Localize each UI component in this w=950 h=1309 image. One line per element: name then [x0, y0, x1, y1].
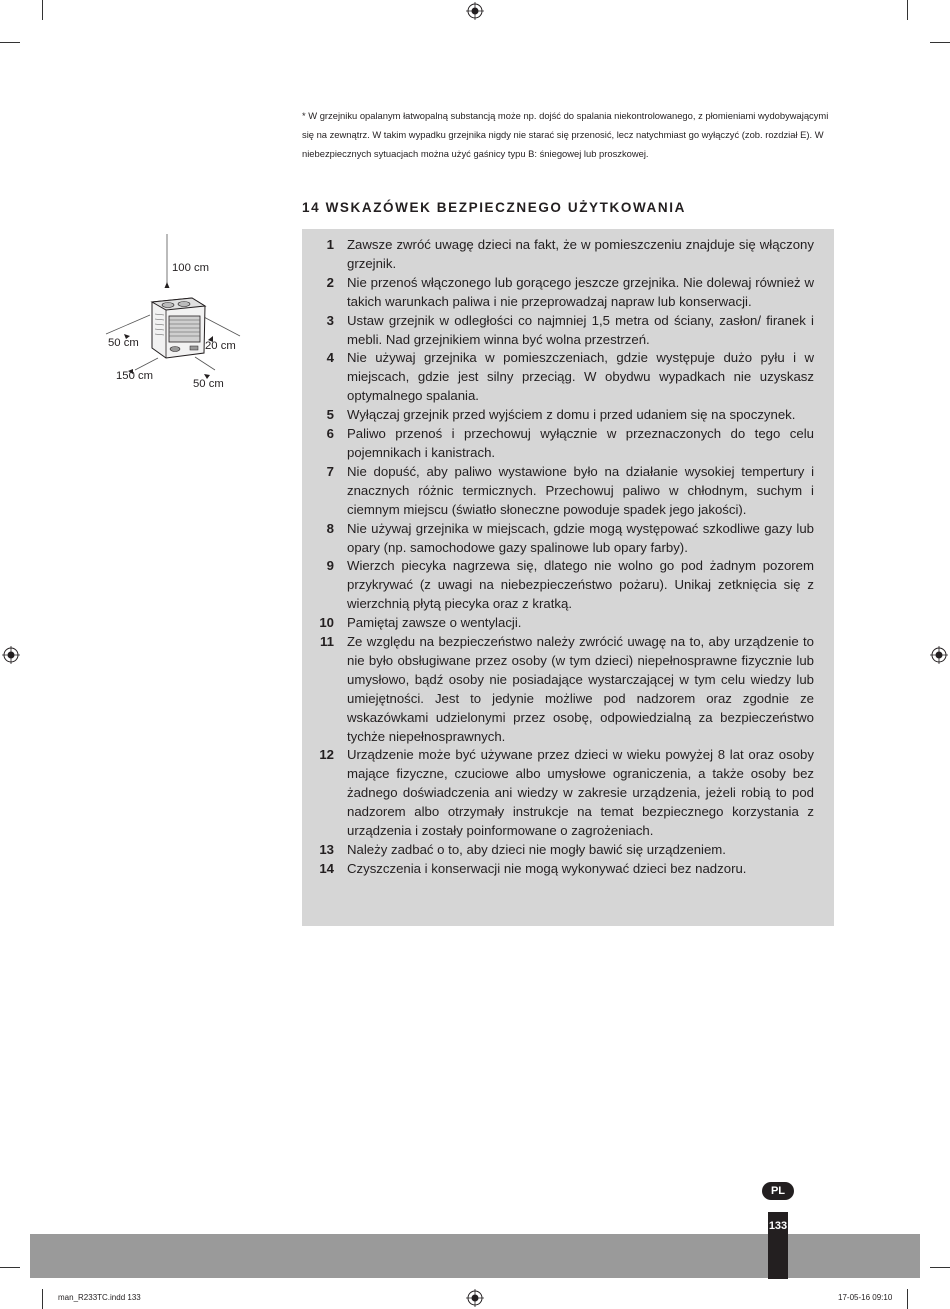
tip-text: Ze względu na bezpieczeństwo należy zwrócić uwagę na to, aby urządzenie to nie było obsługiwane przez osoby (w tym dzieci) niepełnosprawne fizycznie lub umysłowo, bądź osoby nie posiadające wystarczającej w tym celu wiedzy lub umiejętności. Jest to jedynie możliwe pod nadzorem oraz zgodnie ze wskazówkami udzielonymi przez osobę, odpowiedzialną za bezpieczeństwo tychże niepełnosprawnych. — [347, 634, 814, 744]
crop-mark — [0, 42, 20, 43]
tip-number: 14 — [319, 860, 334, 876]
list-item — [302, 274, 814, 312]
safety-tips-panel — [302, 229, 834, 926]
tip-text: Pamiętaj zawsze o wentylacji. — [347, 615, 522, 631]
tip-text: Czyszczenia i konserwacji nie mogą wykonywać dzieci bez nadzoru. — [347, 860, 747, 876]
tip-text: Zawsze zwróć uwagę dzieci na fakt, że w pomieszczeniu znajduje się włączony grzejnik. — [347, 237, 814, 271]
list-item — [302, 557, 814, 614]
crop-mark — [0, 1267, 20, 1268]
dimension-right: 20 cm — [205, 340, 236, 352]
list-item — [302, 614, 814, 633]
tip-number: 1 — [326, 237, 334, 252]
tip-number: 4 — [326, 350, 334, 366]
list-item — [302, 746, 814, 841]
tip-text: Ustaw grzejnik w odległości co najmniej 1,5 metra od ściany, zasłon/ firanek i mebli. Nad grzejnikiem winna być wolna przestrzeń. — [347, 312, 814, 347]
tip-text: Należy zadbać o to, aby dzieci nie mogły bawić się urządzeniem. — [347, 842, 726, 857]
section-title: 14 WSKAZÓWEK BEZPIECZNEGO UŻYTKOWANIA — [302, 200, 686, 215]
crop-mark — [907, 0, 908, 20]
tip-text: Nie dopuść, aby paliwo wystawione było na działanie wysokiej tempertury i znacznych różnic termicznych. Przechowuj paliwo w chłodnym, suchym i ciemnym miejscu (światło słoneczne powoduje spadek jego jakości). — [347, 463, 814, 517]
list-item — [302, 236, 814, 274]
registration-mark-icon — [2, 646, 20, 664]
tip-number: 5 — [326, 407, 334, 423]
safety-tips-list — [302, 229, 834, 879]
list-item — [302, 312, 814, 350]
tip-number: 11 — [320, 634, 334, 650]
tip-number: 13 — [319, 842, 334, 857]
crop-mark — [907, 1289, 908, 1309]
page-number: 133 — [768, 1212, 788, 1279]
list-item — [302, 860, 814, 879]
list-item — [302, 520, 814, 558]
registration-mark-icon — [466, 1289, 484, 1307]
tip-number: 2 — [326, 274, 334, 290]
tip-text: Wierzch piecyka nagrzewa się, dlatego nie wolno go pod żadnym pozorem przykrywać (z uwagi na niebezpieczeństwo pożaru). Unikaj zetknięcia się z wierzchnią płytą piecyka oraz z kratką. — [347, 558, 814, 612]
list-item — [302, 425, 814, 463]
dimension-back: 50 cm — [193, 378, 224, 390]
tip-text: Paliwo przenoś i przechowuj wyłącznie w przeznaczonych do tego celu pojemnikach i kanistrach. — [347, 426, 814, 460]
tip-text: Nie używaj grzejnika w miejscach, gdzie mogą występować szkodliwe gazy lub opary (np. samochodowe gazy spalinowe lub opary farby). — [347, 520, 814, 555]
file-slug: man_R233TC.indd 133 — [58, 1293, 141, 1302]
registration-mark-icon — [930, 646, 948, 664]
tip-text: Nie używaj grzejnika w pomieszczeniach, gdzie występuje dużo pyłu i w miejscach, gdzie jest silny przeciąg. W obydwu wypadkach nie uzyskasz optymalnego spalania. — [347, 350, 814, 404]
list-item — [302, 633, 814, 746]
footnote: * W grzejniku opalanym łatwopalną substancją może np. dojść do spalania niekontrolowanego, z płomieniami wydobywającymi się na zewnątrz. W takim wypadku grzejnika nigdy nie starać się przenosić, lecz natychmiast go wyłączyć (zob. rozdział E). W niebezpiecznych sytuacjach można użyć gaśnicy typu B: śniegowej lub proszkowej. — [302, 110, 829, 159]
dimension-front: 150 cm — [116, 370, 154, 382]
list-item — [302, 841, 814, 860]
tip-number: 6 — [326, 426, 334, 442]
crop-mark — [930, 1267, 950, 1268]
heater-clearance-figure — [100, 230, 250, 400]
crop-mark — [42, 1289, 43, 1309]
dimension-left: 50 cm — [108, 337, 139, 349]
tip-text: Nie przenoś włączonego lub gorącego jeszcze grzejnika. Nie dolewaj również w takich warunkach paliwa i nie przeprowadzaj napraw lub konserwacji. — [347, 274, 814, 309]
tip-number: 3 — [326, 312, 334, 328]
list-item — [302, 406, 814, 425]
tip-number: 12 — [319, 747, 334, 763]
list-item — [302, 463, 814, 520]
tip-number: 9 — [326, 558, 334, 574]
tip-text: Wyłączaj grzejnik przed wyjściem z domu i przed udaniem się na spoczynek. — [347, 407, 796, 423]
date-slug: 17-05-16 09:10 — [838, 1293, 893, 1302]
crop-mark — [930, 42, 950, 43]
list-item — [302, 349, 814, 406]
crop-mark — [42, 0, 43, 20]
dimension-top: 100 cm — [172, 262, 210, 274]
tip-number: 10 — [319, 615, 334, 631]
tip-number: 7 — [326, 463, 334, 479]
tip-text: Urządzenie może być używane przez dzieci w wieku powyżej 8 lat oraz osoby mające fizyczne, czuciowe albo umysłowe ograniczenia, a także osoby bez żadnego doświadczenia ani wiedzy w zakresie urządzenia, jeżeli robią to pod nadzorem albo otrzymały instrukcje na temat bezpiecznego korzystania z urządzenia i zostały poinformowane o zagrożeniach. — [347, 747, 814, 839]
language-badge: PL — [762, 1182, 794, 1200]
registration-mark-icon — [466, 2, 484, 20]
tip-number: 8 — [326, 520, 334, 536]
